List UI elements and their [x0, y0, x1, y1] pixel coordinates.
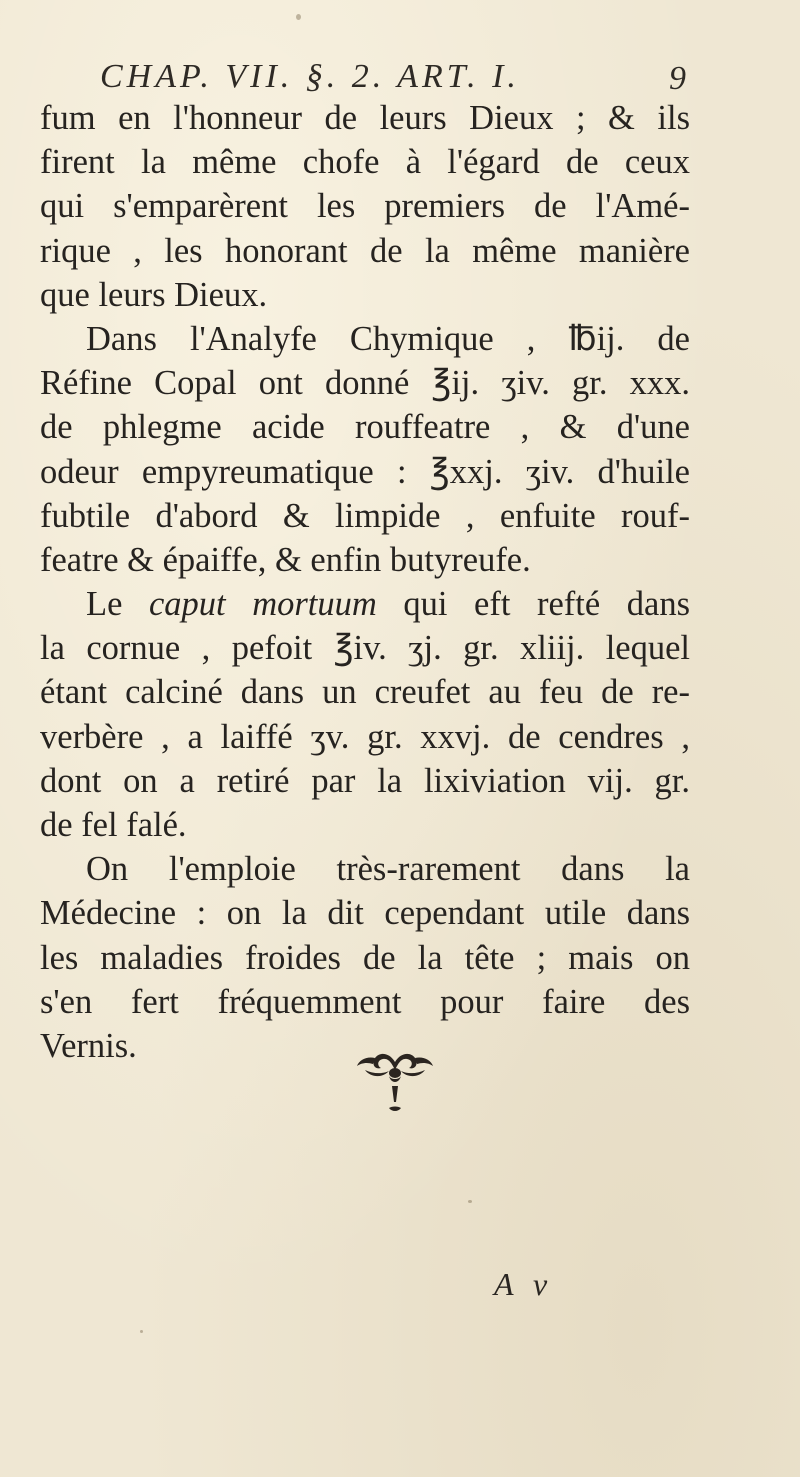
text-line: Médecine : on la dit cependant utile dans — [40, 894, 690, 933]
running-head-title: CHAP. VII. §. 2. ART. I. — [100, 58, 520, 95]
text-line: que leurs Dieux. — [40, 275, 268, 314]
text-line: verbère , a laiffé ʒv. gr. xxvj. de cendres , — [40, 717, 690, 756]
text-line: odeur empyreumatique : ℥xxj. ʒiv. d'huile — [40, 452, 690, 491]
text-line: rique , les honorant de la même manière — [40, 231, 690, 270]
text-line: fum en l'honneur de leurs Dieux ; & ils — [40, 99, 690, 137]
text-fragment: qui eft refté dans — [403, 585, 691, 624]
italic-term: caput mortuum — [148, 585, 377, 624]
text-line: Réfine Copal ont donné ℥ij. ʒiv. gr. xxx. — [40, 364, 690, 403]
text-line: les maladies froides de la tête ; mais on — [40, 938, 690, 977]
text-line: featre & épaiffe, & enfin butyreufe. — [40, 540, 531, 579]
paragraph-start-line — [40, 582, 690, 626]
paper-speck — [468, 1200, 472, 1203]
body-text — [40, 96, 690, 1068]
text-line: étant calciné dans un creufet au feu de re- — [40, 673, 690, 712]
text-line: firent la même chofe à l'égard de ceux — [40, 143, 690, 182]
paragraph-start-line: Dans l'Analyfe Chymique , ℔ij. de — [86, 319, 690, 358]
text-fragment: Le — [86, 585, 123, 624]
text-line: de fel falé. — [40, 806, 187, 844]
text-line: qui s'emparèrent les premiers de l'Amé- — [40, 187, 690, 226]
paragraph-start-line: On l'emploie très-rarement dans la — [86, 850, 690, 889]
text-line: de phlegme acide rouffeatre , & d'une — [40, 408, 690, 447]
page-number: 9 — [669, 60, 690, 97]
text-line: fubtile d'abord & limpide , enfuite rouf- — [40, 496, 690, 535]
paper-speck — [296, 14, 301, 20]
text-line: la cornue , pefoit ℥iv. ʒj. gr. xliij. lequel — [40, 629, 690, 668]
paper-speck — [140, 1330, 143, 1333]
fleuron-ornament-icon — [345, 1040, 445, 1120]
text-line: dont on a retiré par la lixiviation vij. gr. — [40, 761, 690, 800]
text-line: Vernis. — [40, 1026, 137, 1065]
signature-mark: A v — [494, 1266, 554, 1302]
text-line: s'en fert fréquemment pour faire des — [40, 982, 690, 1021]
